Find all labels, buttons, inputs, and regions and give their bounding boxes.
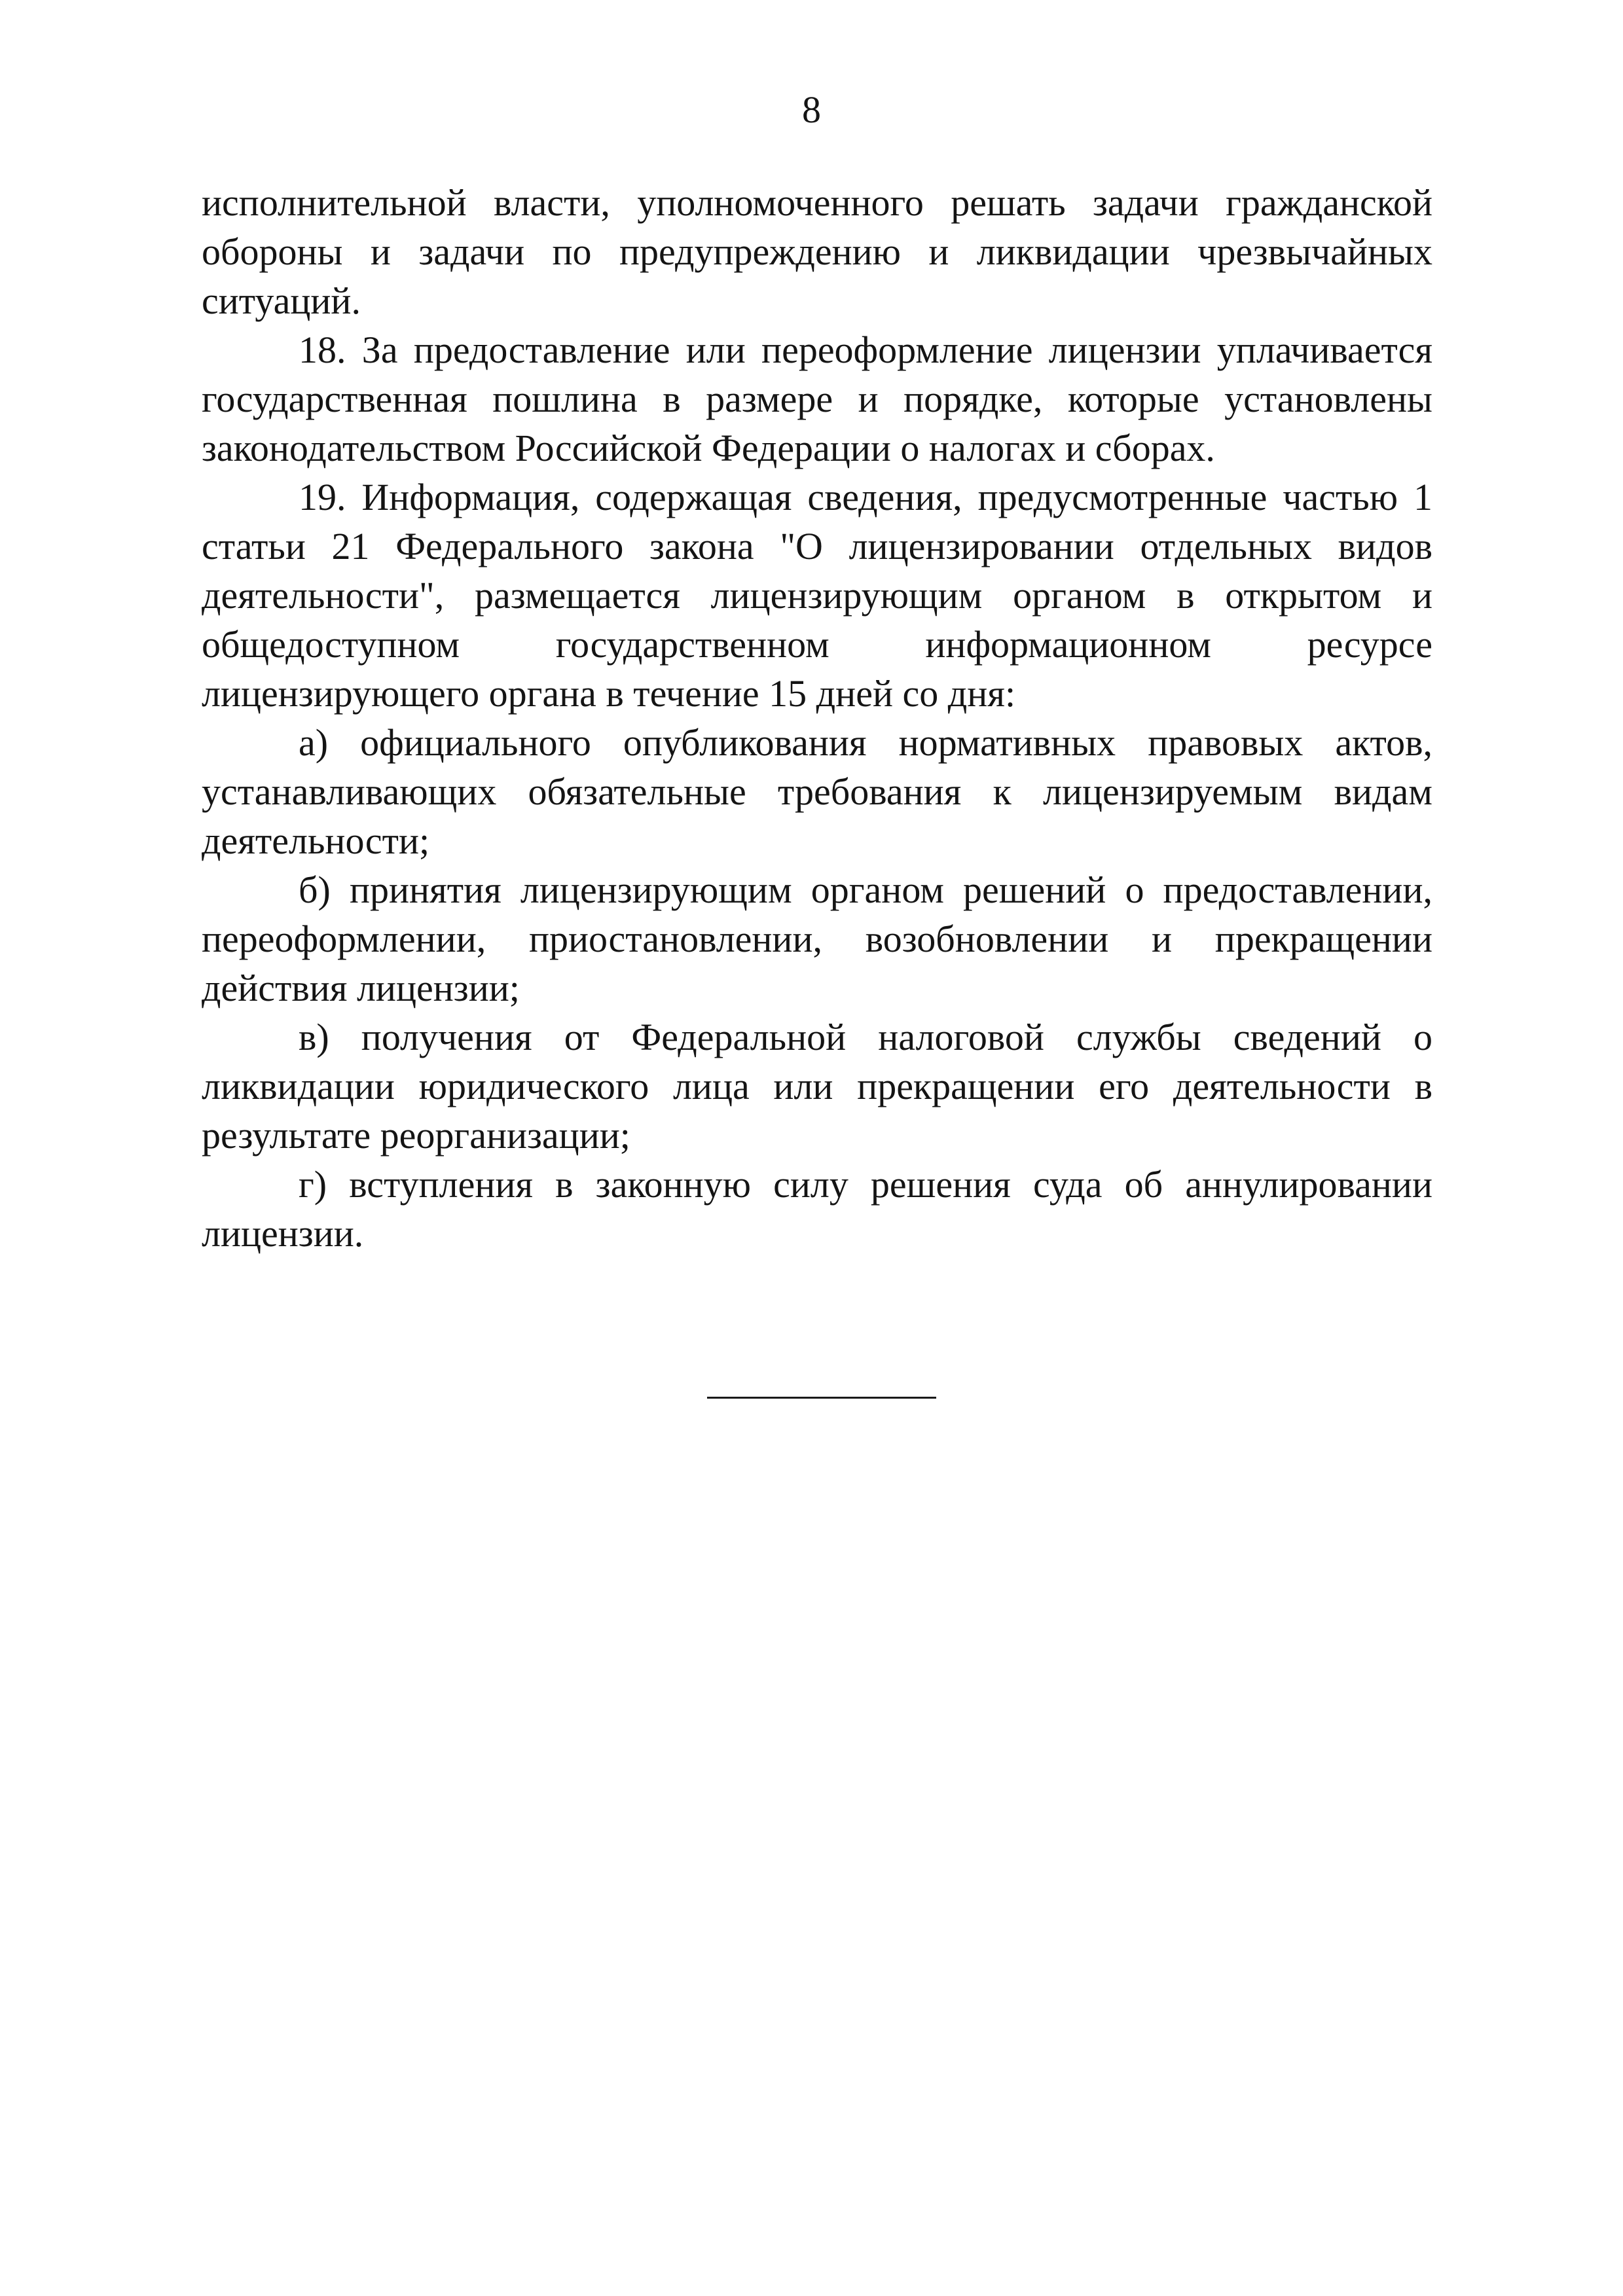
paragraph-continuation: исполнительной власти, уполномоченного решать задачи гражданской обороны и задачи по предупреждению и ликвидации чрезвычайных ситуаций. [202, 181, 1432, 322]
paragraph-item-18: 18. За предоставление или переоформление лицензии уплачивается государственная пошлина в размере и порядке, которые установлены законодательством Российской Федерации о налогах и сборах. [202, 329, 1432, 469]
paragraph-item-19-a: а) официального опубликования нормативных правовых актов, устанавливающих обязательные требования к лицензируемым видам деятельности; [202, 721, 1432, 862]
paragraph-item-19-v: в) получения от Федеральной налоговой службы сведений о ликвидации юридического лица или прекращении его деятельности в результате реорганизации; [202, 1016, 1432, 1157]
document-body [202, 178, 1432, 1258]
page-number: 8 [802, 88, 821, 131]
end-of-document-rule [707, 1397, 936, 1399]
paragraph-item-19: 19. Информация, содержащая сведения, предусмотренные частью 1 статьи 21 Федерального закона "О лицензировании отдельных видов деятельности", размещается лицензирующим органом в открытом и общедоступном государственном информационном ресурсе лицензирующего органа в течение 15 дней со дня: [202, 476, 1432, 715]
paragraph-item-19-g: г) вступления в законную силу решения суда об аннулировании лицензии. [202, 1163, 1432, 1255]
paragraph-item-19-b: б) принятия лицензирующим органом решений о предоставлении, переоформлении, приостановлении, возобновлении и прекращении действия лицензии; [202, 869, 1432, 1009]
